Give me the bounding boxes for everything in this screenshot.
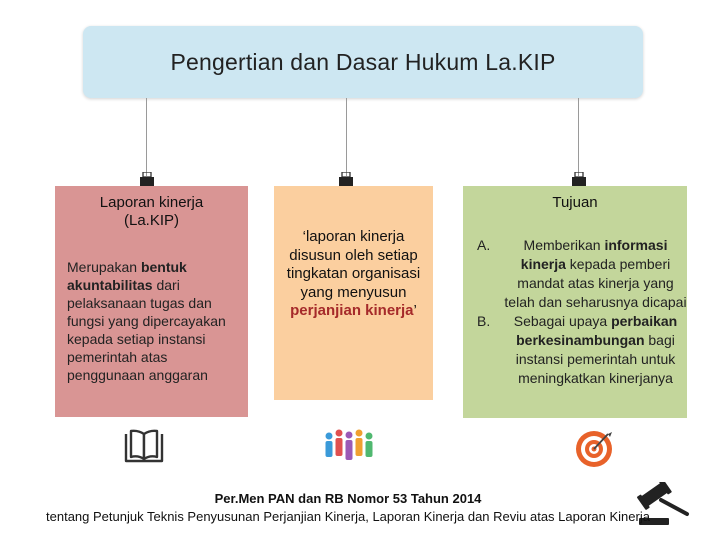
- binder-clip-icon: [338, 172, 354, 186]
- binder-clip-icon: [571, 172, 587, 186]
- item-text: Memberikan: [523, 237, 605, 253]
- body-text: dari pelaksanaan tugas dan fungsi yang dipercayakan kepada setiap instansi pemerintah atas penggunaan anggaran: [67, 277, 226, 383]
- book-icon: [122, 428, 166, 466]
- hanging-string-right: [578, 98, 579, 176]
- page-title: Pengertian dan Dasar Hukum La.KIP: [170, 48, 556, 75]
- item-text: kepada pemberi mandat atas kinerja yang telah dan seharusnya dicapai: [504, 256, 687, 310]
- card-tujuan: [463, 186, 687, 418]
- hanging-string-middle: [346, 98, 347, 176]
- body-text: Merupakan: [67, 259, 141, 275]
- list-marker: B.: [477, 313, 491, 329]
- card-lakip-definition: [55, 186, 248, 417]
- footer-regulation: Per.Men PAN dan RB Nomor 53 Tahun 2014: [214, 491, 482, 506]
- card-body: [67, 258, 245, 384]
- card-body: [278, 228, 429, 321]
- list-marker: A.: [477, 237, 491, 253]
- card-title: [55, 194, 248, 230]
- title-box: [83, 26, 643, 98]
- list-item: [477, 236, 687, 312]
- quote-text: ‘laporan kinerja disusun oleh setiap tingkatan organisasi yang menyusun: [286, 228, 421, 301]
- item-text: Sebagai upaya: [513, 313, 612, 329]
- people-icon: [322, 428, 376, 468]
- quote-highlight: perjanjian kinerja: [290, 302, 414, 319]
- footer-reference: [28, 490, 668, 526]
- quote-text: ’: [413, 302, 417, 319]
- card-title: Tujuan: [552, 194, 598, 211]
- binder-clip-icon: [139, 172, 155, 186]
- card-title-line: (La.KIP): [123, 212, 180, 229]
- footer-description: tentang Petunjuk Teknis Penyusunan Perjanjian Kinerja, Laporan Kinerja dan Reviu atas Laporan Kinerja: [46, 509, 650, 524]
- item-text: bagi instansi pemerintah untuk meningkatkan kinerjanya: [515, 332, 676, 386]
- list-item: [477, 312, 687, 388]
- hanging-string-left: [146, 98, 147, 176]
- card-title-line: Laporan kinerja: [99, 194, 204, 211]
- item-bold-text: informasi kinerja: [520, 237, 668, 272]
- body-bold-text: bentuk akuntabilitas: [67, 259, 187, 293]
- item-bold-text: perbaikan berkesinambungan: [516, 313, 678, 348]
- card-quote: [274, 186, 433, 400]
- tujuan-list: [477, 236, 687, 388]
- target-icon: [574, 428, 614, 468]
